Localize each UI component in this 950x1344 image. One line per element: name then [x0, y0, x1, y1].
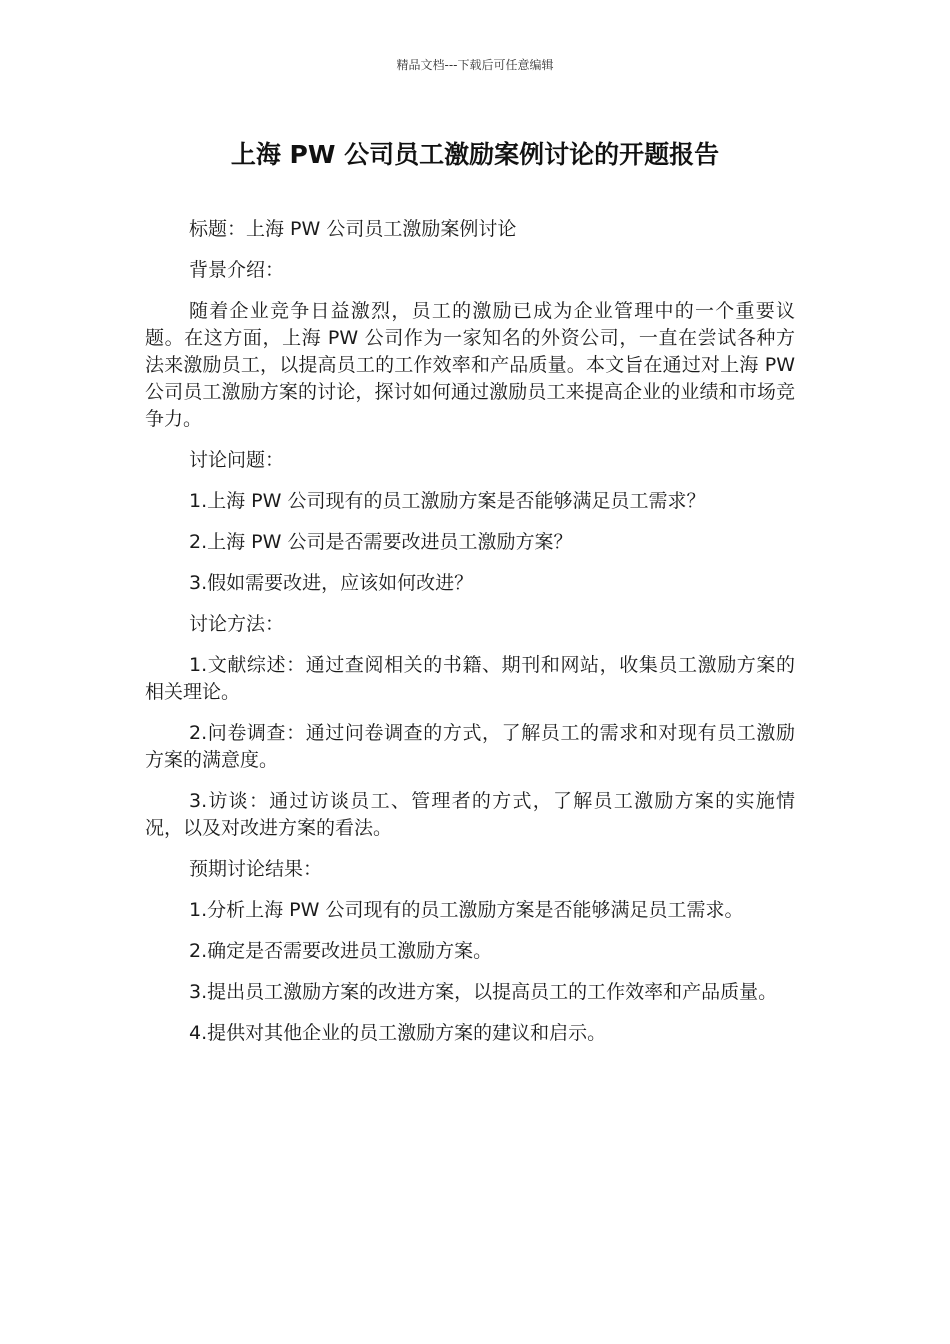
section-heading-background: 背景介绍： [189, 259, 285, 281]
document-title: 上海 PW 公司员工激励案例讨论的开题报告 [230, 140, 720, 169]
method-item-1: 1.文献综述：通过查阅相关的书籍、期刊和网站，收集员工激励方案的相关理论。 [145, 654, 795, 703]
document-body [145, 216, 795, 1047]
method-item-2: 2.问卷调查：通过问卷调查的方式，了解员工的需求和对现有员工激励方案的满意度。 [145, 722, 795, 771]
page-header-watermark: 精品文档---下载后可任意编辑 [396, 58, 554, 72]
result-item-1: 1.分析上海 PW 公司现有的员工激励方案是否能够满足员工需求。 [189, 899, 744, 921]
question-item-2: 2.上海 PW 公司是否需要改进员工激励方案？ [189, 531, 573, 553]
method-item-3: 3.访谈：通过访谈员工、管理者的方式，了解员工激励方案的实施情况，以及对改进方案的看法。 [145, 790, 795, 839]
result-item-2: 2.确定是否需要改进员工激励方案。 [189, 940, 493, 962]
result-item-4: 4.提供对其他企业的员工激励方案的建议和启示。 [189, 1022, 607, 1044]
title-line: 标题：上海 PW 公司员工激励案例讨论 [189, 218, 517, 240]
section-heading-results: 预期讨论结果： [189, 858, 323, 880]
section-heading-questions: 讨论问题： [189, 449, 285, 471]
question-item-1: 1.上海 PW 公司现有的员工激励方案是否能够满足员工需求？ [189, 490, 706, 512]
question-item-3: 3.假如需要改进，应该如何改进？ [189, 572, 474, 594]
result-item-3: 3.提出员工激励方案的改进方案，以提高员工的工作效率和产品质量。 [189, 981, 778, 1003]
background-paragraph: 随着企业竞争日益激烈，员工的激励已成为企业管理中的一个重要议题。在这方面，上海 PW 公司作为一家知名的外资公司，一直在尝试各种方法来激励员工，以提高员工的工作效率和产品质量。本文旨在通过对上海 PW 公司员工激励方案的讨论，探讨如何通过激励员工来提高企业的业绩和市场竞争力。 [145, 300, 795, 430]
section-heading-methods: 讨论方法： [189, 613, 285, 635]
